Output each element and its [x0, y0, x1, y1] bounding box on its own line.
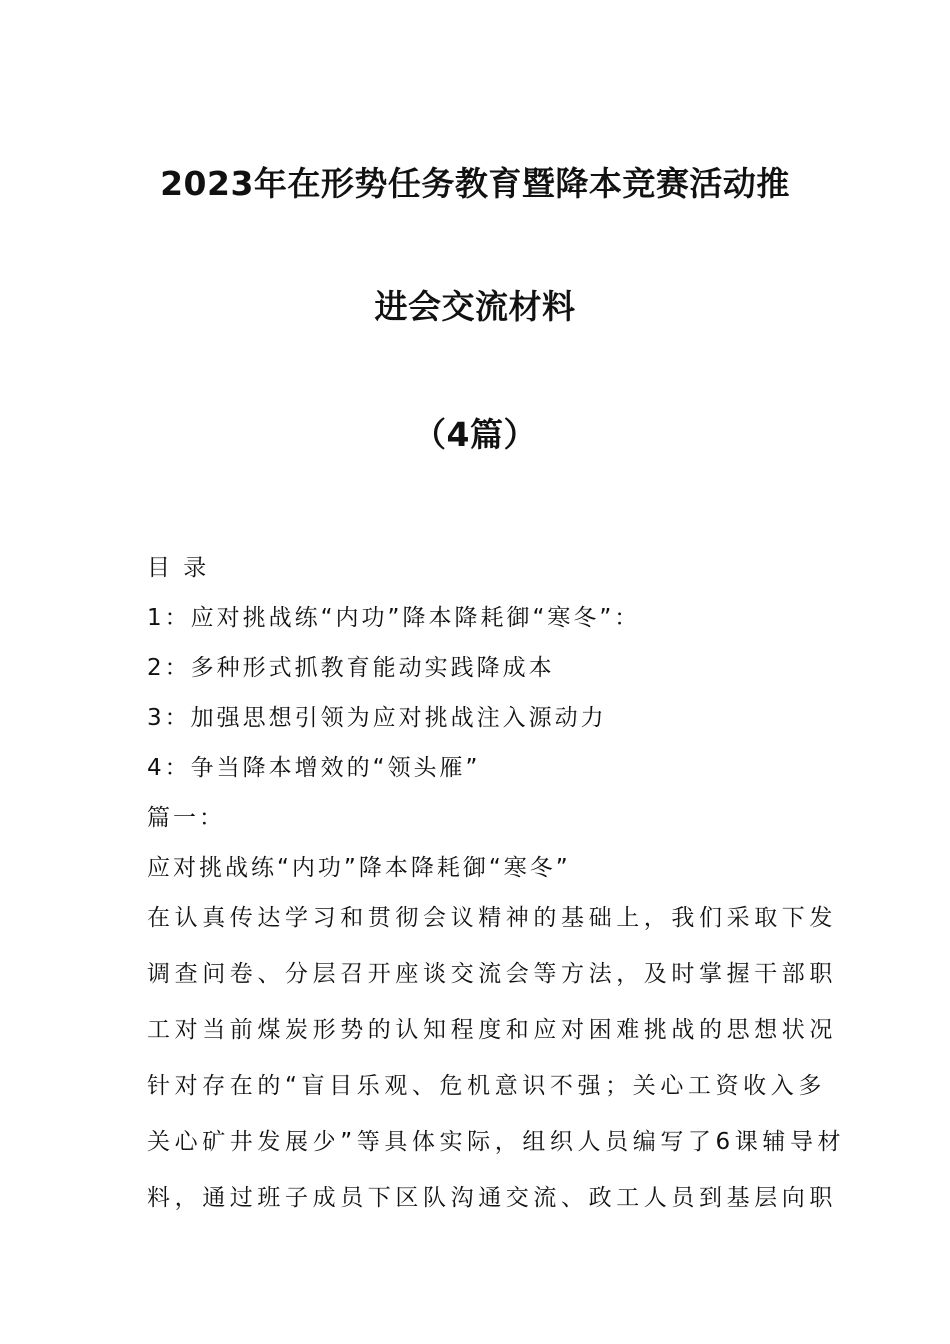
document-title-line-1: 2023年在形势任务教育暨降本竞赛活动推	[160, 164, 790, 203]
paragraph-line: 调查问卷、分层召开座谈交流会等方法，及时掌握干部职	[147, 961, 837, 987]
toc-item-1: 1：应对挑战练“内功”降本降耗御“寒冬”：	[147, 605, 641, 631]
document-body	[147, 548, 846, 1234]
toc-item-4: 4：争当降本增效的“领头雁”	[147, 755, 481, 781]
toc-heading: 目 录	[147, 555, 210, 581]
document-title-count: （4篇）	[413, 415, 537, 454]
toc-item-3: 3：加强思想引领为应对挑战注入源动力	[147, 705, 607, 731]
paragraph-line: 关心矿井发展少”等具体实际，组织人员编写了6课辅导材	[147, 1129, 846, 1155]
toc-item-2: 2：多种形式抓教育能动实践降成本	[147, 655, 555, 681]
paragraph-line: 工对当前煤炭形势的认知程度和应对困难挑战的思想状况	[147, 1017, 837, 1043]
section-label: 篇一：	[147, 805, 225, 831]
document-title-line-2: 进会交流材料	[374, 287, 576, 326]
section-title: 应对挑战练“内功”降本降耗御“寒冬”	[147, 855, 571, 881]
paragraph-line: 料，通过班子成员下区队沟通交流、政工人员到基层向职	[147, 1185, 837, 1211]
paragraph-line: 在认真传达学习和贯彻会议精神的基础上，我们采取下发	[147, 905, 837, 931]
paragraph-line: 针对存在的“盲目乐观、危机意识不强；关心工资收入多	[147, 1073, 826, 1099]
